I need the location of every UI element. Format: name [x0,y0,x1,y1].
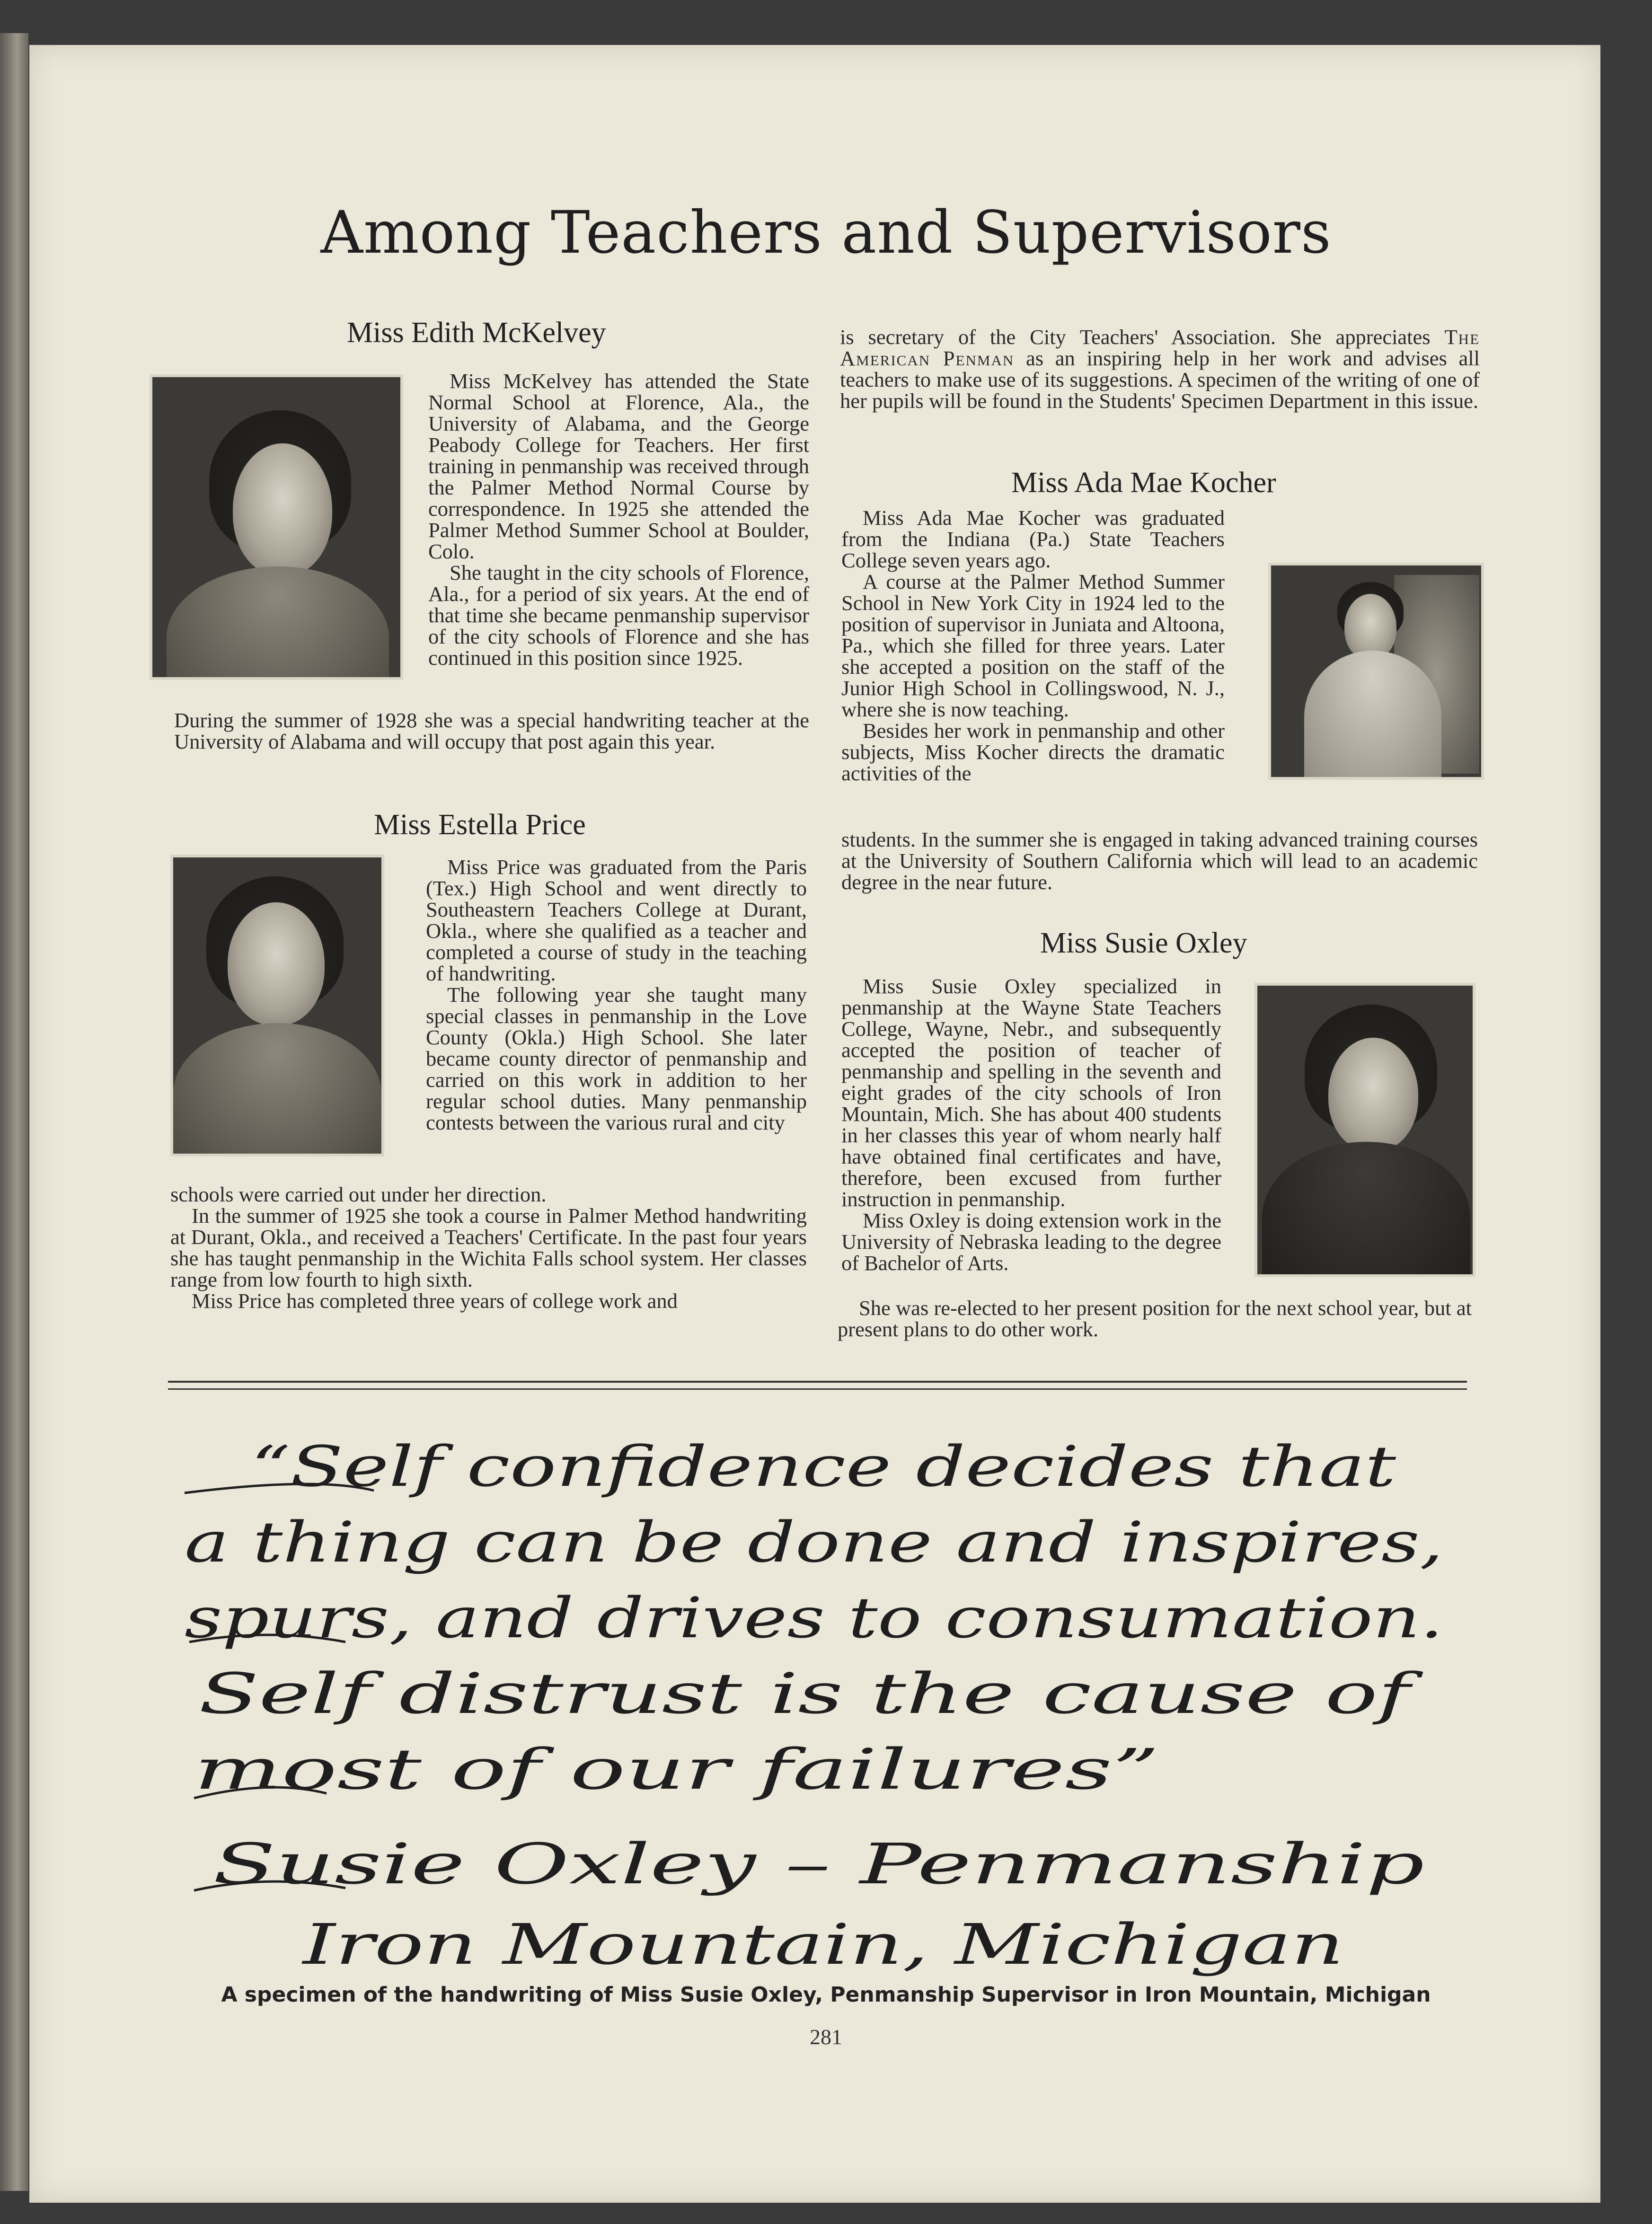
page-number: 281 [810,2025,842,2049]
face-shape [1344,594,1396,660]
body-shape [173,1023,381,1154]
price-paragraph-5: Miss Price has completed three years of college work and [192,1289,678,1313]
kocher-paragraph-2: A course at the Palmer Method Summer School in New York City in 1924 led to the position of supervisor in Juniata and Altoona, Pa., which she filled for three years. Later she accepted a position on the staff of the Junior High School in Collingswood, N. J., where she is now teaching. [841,570,1225,721]
oxley-paragraph-2: Miss Oxley is doing extension work in the University of Nebraska leading to the degree of Bachelor of Arts. [841,1209,1221,1275]
page-title: Among Teachers and Supervisors [320,199,1332,267]
mckelvey-paragraph-2: She taught in the city schools of Florence, Ala., for a period of six years. At the end of that time she became penmanship supervisor of the city schools of Florence and she has continued in this position since 1925. [428,561,809,670]
body-shape [167,566,389,677]
price-paragraph-2: The following year she taught many special classes in penmanship in the Love County (Okla.) High School. She later became county director of penmanship and carried on this work in addition to her regular school duties. Many penmanship contests between the various rural and city [426,983,807,1134]
mckelvey-text-right [428,371,809,669]
specimen-line-1: “Self confidence decides that [251,1434,1396,1499]
kocher-paragraph-4: students. In the summer she is engaged in taking advanced training courses at the University of Southern California which will lead to an academic degree in the near future. [841,828,1478,894]
face-shape [1328,1038,1418,1151]
kocher-text-left [841,507,1225,784]
kocher-paragraph-1: Miss Ada Mae Kocher was graduated from the Indiana (Pa.) State Teachers College seven years ago. [841,506,1225,572]
kocher-paragraph-3: Besides her work in penmanship and other subjects, Miss Kocher directs the dramatic activities of the [841,719,1225,785]
face-shape [233,443,332,576]
price-continued-after: as an inspiring help in her work and advises all teachers to make use of its suggestions. A specimen of the writing of one of her pupils will be found in the Students' Specimen Department in this issue. [840,346,1480,413]
price-paragraph-3: schools were carried out under her direction. [170,1183,547,1206]
specimen-line-7: Iron Mountain, Michigan [301,1912,1344,1977]
oxley-text-full [838,1297,1472,1340]
handwriting-specimen [175,1420,1462,2021]
heading-oxley: Miss Susie Oxley [1040,927,1247,959]
mckelvey-paragraph-1: Miss McKelvey has attended the State Normal School at Florence, Ala., the University of Alabama, and the George Peabody College for Teachers. Her first training in penmanship was received through the Palmer Method Normal Course by correspondence. In 1925 she attended the Palmer Method Summer School at Boulder, Colo. [428,369,809,563]
price-continuation [840,327,1480,412]
oxley-paragraph-1: Miss Susie Oxley specialized in penmanship at the Wayne State Teachers College, Wayne, Nebr., and subsequently accepted the position of teacher of penmanship and spelling in the seventh and eight grades of the city schools of Iron Mountain, Mich. She has about 400 students in her classes this year of whom nearly half have obtained final certificates and have, therefore, been excused from further instruction in penmanship. [841,974,1221,1211]
specimen-line-6: Susie Oxley – Penmanship [213,1831,1424,1897]
oxley-text-left [841,976,1221,1274]
price-paragraph-4: In the summer of 1925 she took a course in Palmer Method handwriting at Durant, Okla., and received a Teachers' Certificate. In the past four years she has taught penmanship in the Wichita Falls school system. Her classes range from low fourth to high sixth. [170,1204,807,1291]
photo-oxley [1257,986,1473,1274]
specimen-line-4: Self distrust is the cause of [199,1661,1424,1726]
specimen-line-5: most of our failures” [194,1737,1159,1802]
left-page-edge [0,33,28,2191]
photo-kocher [1271,565,1481,777]
body-shape [1262,1142,1470,1274]
face-shape [228,902,325,1025]
price-paragraph-1: Miss Price was graduated from the Paris (Tex.) High School and went directly to Southeastern Teachers College at Durant, Okla., where she qualified as a teacher and completed a course of study in the teaching of handwriting. [426,855,807,985]
magazine-name: The American Penman [840,325,1480,370]
photo-price [173,857,381,1154]
specimen-caption: A specimen of the handwriting of Miss Susie Oxley, Penmanship Supervisor in Iron Mountain, Michigan [221,1983,1431,2007]
divider-rule-bottom [168,1388,1467,1390]
body-shape [1304,651,1441,777]
heading-mckelvey: Miss Edith McKelvey [347,317,606,349]
price-text-right [426,856,807,1133]
price-continued-paragraph [840,327,1480,412]
kocher-text-full [841,829,1478,893]
specimen-line-2: a thing can be done and inspires, [185,1509,1443,1575]
heading-kocher: Miss Ada Mae Kocher [1011,467,1276,499]
mckelvey-text-full [174,710,809,752]
specimen-line-3: spurs, and drives to consumation. [185,1585,1443,1650]
oxley-paragraph-3: She was re-elected to her present position for the next school year, but at present plans to do other work. [838,1296,1472,1341]
mckelvey-paragraph-3: During the summer of 1928 she was a special handwriting teacher at the University of Alabama and will occupy that post again this year. [174,708,809,753]
price-continued-before: is secretary of the City Teachers' Association. She appreciates [840,325,1431,349]
heading-price: Miss Estella Price [374,809,586,841]
divider-rule-top [168,1381,1467,1383]
photo-mckelvey [152,377,400,677]
price-text-full [170,1184,807,1312]
